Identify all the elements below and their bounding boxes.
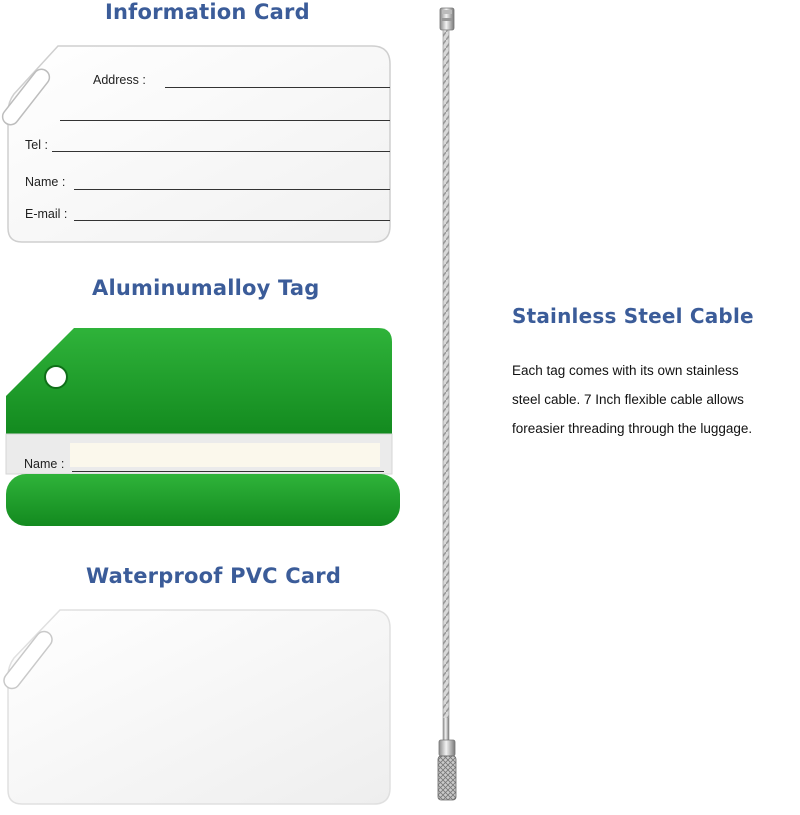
address-label: Address : <box>93 73 146 87</box>
name-label: Name : <box>25 175 66 189</box>
aluminum-tag-shape <box>0 322 400 532</box>
aluminum-tag-heading: Aluminumalloy Tag <box>92 276 320 300</box>
aluminum-tag <box>0 322 400 532</box>
email-label: E-mail : <box>25 207 68 221</box>
pvc-card-shape <box>0 604 395 810</box>
pvc-card-heading: Waterproof PVC Card <box>86 564 342 588</box>
cable-description-line-2: steel cable. 7 Inch flexible cable allows <box>512 392 744 407</box>
tag-name-line <box>72 471 384 472</box>
cable-description-line-3: foreasier threading through the luggage. <box>512 421 753 436</box>
email-line <box>74 220 390 221</box>
cable-description <box>512 356 800 443</box>
tag-name-label: Name : <box>24 457 65 471</box>
address-line-2 <box>60 120 390 121</box>
address-line <box>165 87 390 88</box>
tel-label: Tel : <box>25 138 48 152</box>
cable-description-line-1: Each tag comes with its own stainless <box>512 363 739 378</box>
info-card-heading: Information Card <box>105 0 310 24</box>
information-card <box>0 40 395 250</box>
cable-heading: Stainless Steel Cable <box>512 304 754 328</box>
steel-cable <box>428 0 464 810</box>
steel-cable-shape <box>428 0 464 810</box>
tel-line <box>52 151 390 152</box>
name-line <box>74 189 390 190</box>
pvc-card <box>0 604 395 810</box>
